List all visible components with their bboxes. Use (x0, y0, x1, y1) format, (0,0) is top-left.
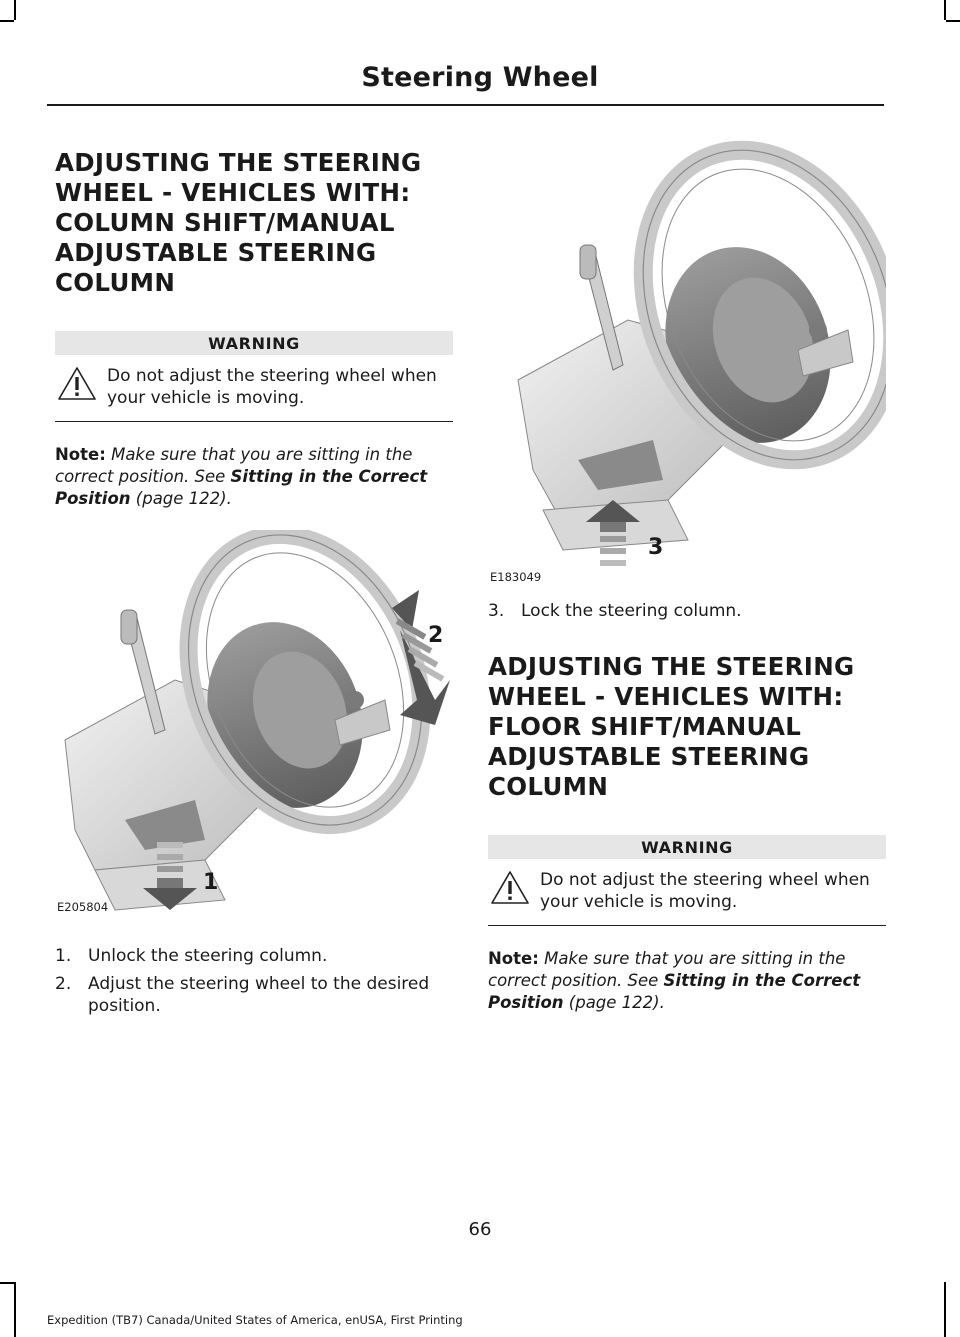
left-column (55, 148, 453, 1023)
figure-code: E205804 (57, 900, 109, 914)
adjust-arrow-icon (392, 590, 450, 725)
note-label: Note: (488, 949, 539, 968)
page-number: 66 (468, 1219, 492, 1240)
note-reference-link[interactable]: Sitting in the Correct Position (488, 971, 861, 1012)
warning-triangle-icon (57, 366, 97, 402)
warning-label: WARNING (488, 835, 886, 859)
steering-wheel-figure (488, 130, 886, 585)
note-page: (page 122). (135, 489, 232, 508)
list-item: 2. Adjust the steering wheel to the desired position. (55, 974, 430, 1016)
section-heading: ADJUSTING THE STEERING WHEEL - VEHICLES WITH: COLUMN SHIFT/MANUAL ADJUSTABLE STEERING COLUMN (55, 148, 422, 297)
note-text: Make sure that you are sitting in the correct position. See (55, 445, 413, 486)
list-item: 1. Unlock the steering column. (55, 946, 328, 966)
note-page: (page 122). (568, 993, 665, 1012)
warning-box (488, 859, 886, 926)
note (488, 948, 886, 1014)
steps-list (488, 600, 886, 622)
note-reference-link[interactable]: Sitting in the Correct Position (55, 467, 428, 508)
crop-mark (944, 1282, 946, 1337)
crop-mark (14, 1282, 16, 1337)
callout-3: 3 (648, 535, 664, 560)
note (55, 444, 453, 510)
section-heading: ADJUSTING THE STEERING WHEEL - VEHICLES WITH: FLOOR SHIFT/MANUAL ADJUSTABLE STEERING COLUMN (488, 652, 855, 801)
figure-code: E183049 (490, 570, 542, 584)
list-item: 3. Lock the steering column. (488, 601, 742, 621)
warning-triangle-icon (490, 870, 530, 906)
warning-text: Do not adjust the steering wheel when your vehicle is moving. (107, 366, 437, 408)
steering-wheel-illustration (488, 130, 886, 585)
crop-mark (946, 20, 960, 22)
warning-text: Do not adjust the steering wheel when your vehicle is moving. (540, 870, 870, 912)
crop-mark (944, 0, 946, 20)
callout-1: 1 (203, 870, 219, 895)
crop-mark (14, 0, 16, 20)
note-label: Note: (55, 445, 106, 464)
page-title: Steering Wheel (361, 62, 599, 93)
warning-label: WARNING (55, 331, 453, 355)
note-text: Make sure that you are sitting in the correct position. See (488, 949, 846, 990)
steering-wheel-figure (55, 530, 453, 930)
callout-2: 2 (428, 623, 444, 648)
warning-box (55, 355, 453, 422)
crop-mark (0, 1282, 14, 1284)
footer-text: Expedition (TB7) Canada/United States of America, enUSA, First Printing (47, 1313, 463, 1327)
steering-wheel-illustration (55, 530, 453, 930)
crop-mark (0, 20, 14, 22)
header-rule (47, 104, 884, 106)
steps-list (55, 945, 453, 1017)
